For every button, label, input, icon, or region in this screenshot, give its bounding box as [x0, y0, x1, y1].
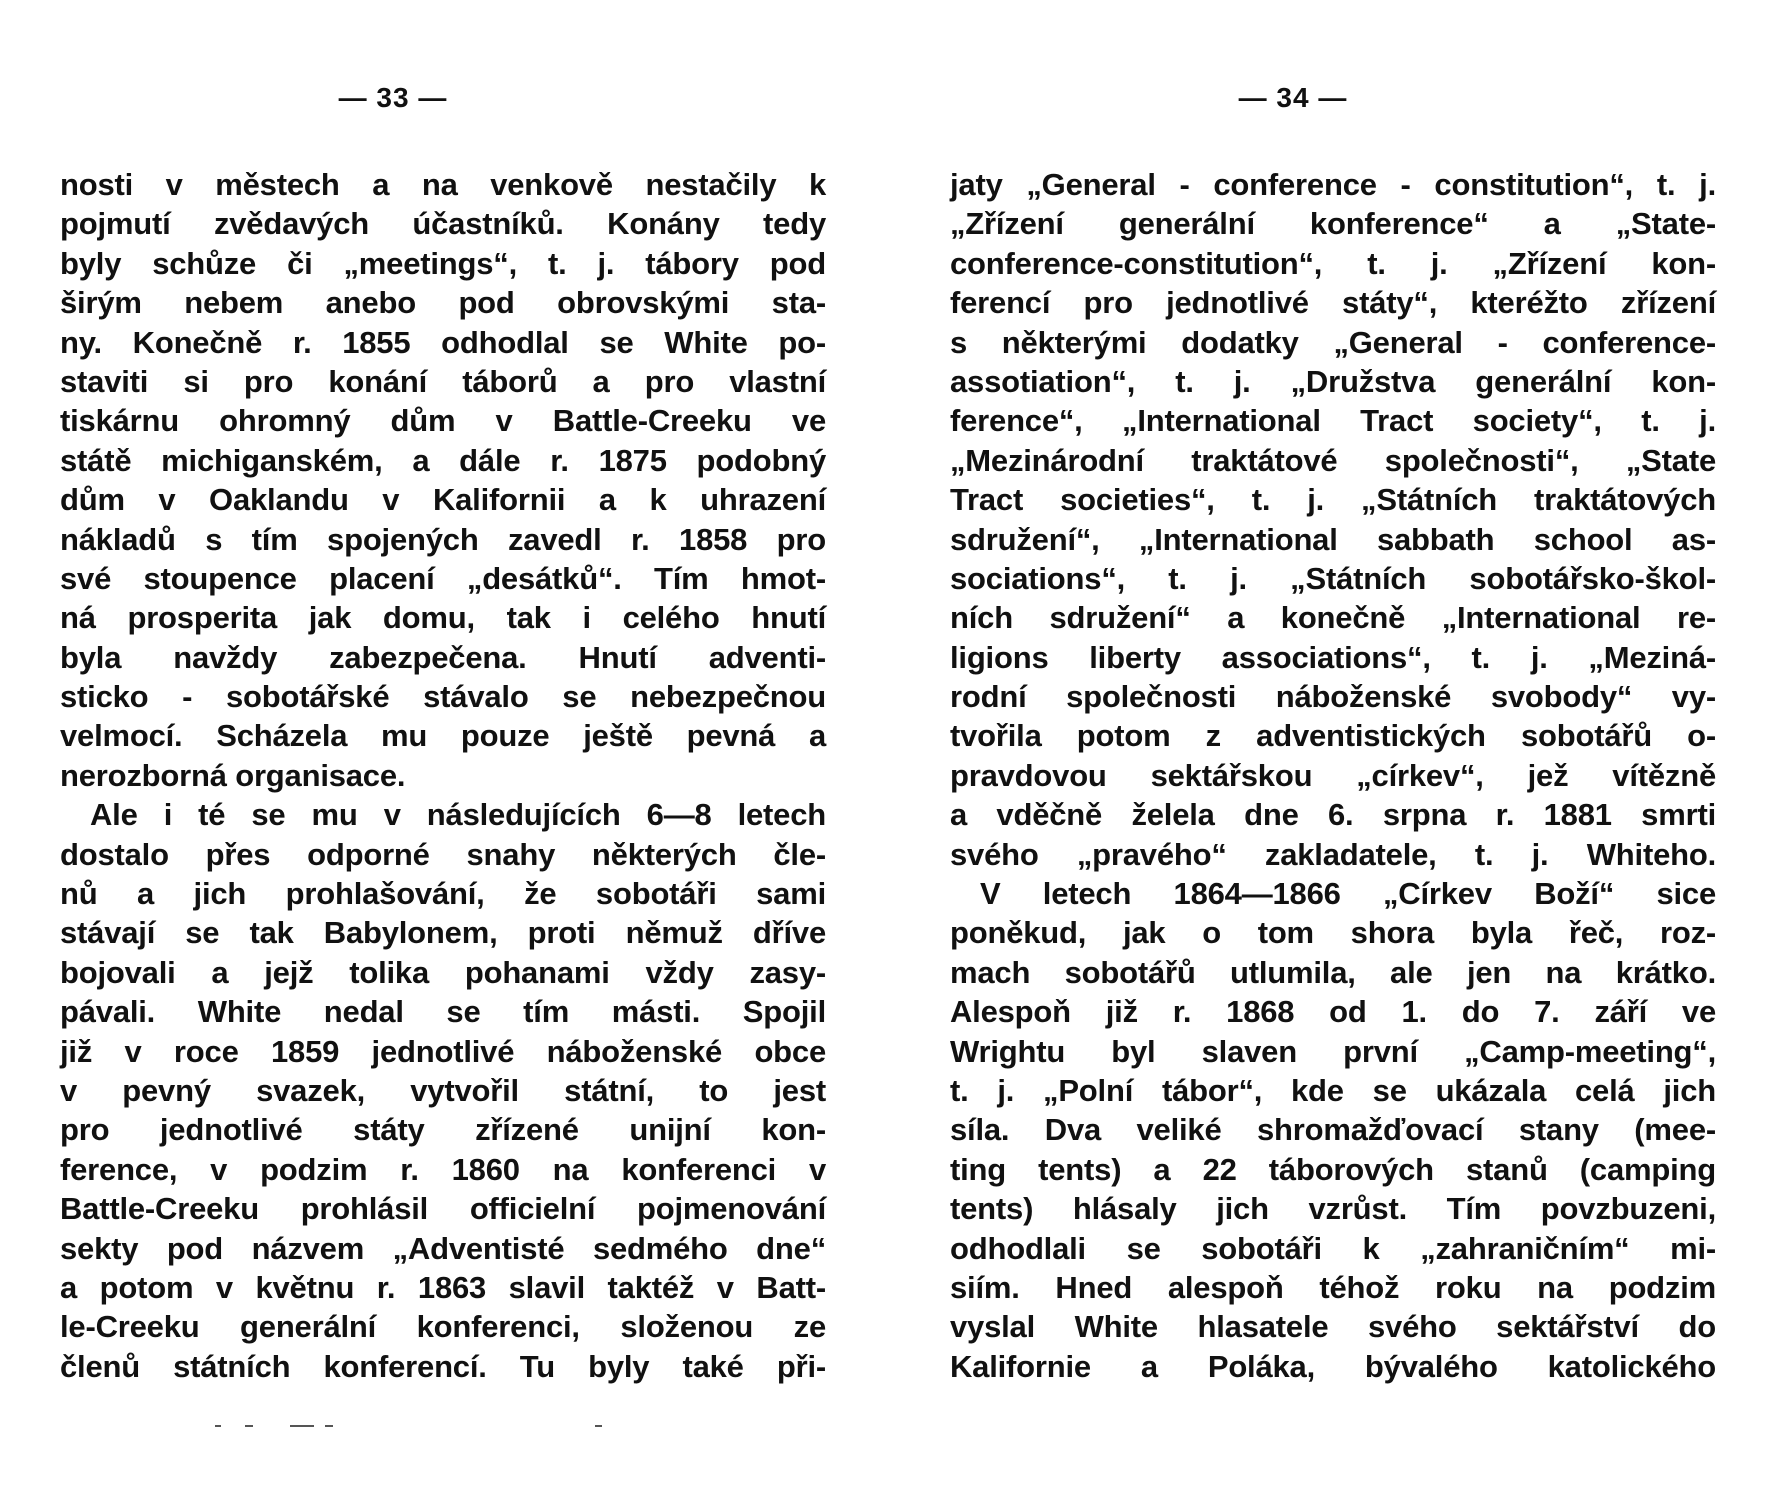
text-line: assotiation“, t. j. „Družstva generální kon- — [950, 363, 1716, 399]
text-line: nů a jich prohlašování, že sobotáři sami — [60, 876, 826, 912]
text-line: poněkud, jak o tom shora byla řeč, roz- — [950, 915, 1716, 951]
text-line: tents) hlásaly jich vzrůst. Tím povzbuzeni, — [950, 1191, 1716, 1227]
text-line: „Mezinárodní traktátové společnosti“, „State — [950, 442, 1716, 478]
text-line: ference“, „International Tract society“, t. j. — [950, 403, 1716, 439]
text-line: Tract societies“, t. j. „Státních traktátových — [950, 482, 1716, 518]
text-line: pávali. White nedal se tím másti. Spojil — [60, 994, 826, 1030]
text-line: sociations“, t. j. „Státních sobotářsko-škol- — [950, 560, 1716, 596]
text-line: dům v Oaklandu v Kalifornii a k uhrazení — [60, 482, 826, 518]
page-text — [950, 165, 1716, 1386]
text-line: své stoupence placení „desátků“. Tím hmot- — [60, 560, 826, 596]
text-line: ference, v podzim r. 1860 na konferenci v — [60, 1151, 826, 1187]
right-page — [950, 0, 1716, 1500]
text-line: sekty pod názvem „Adventisté sedmého dne“ — [60, 1230, 826, 1266]
text-line: ferencí pro jednotlivé státy“, kteréžto zřízení — [950, 285, 1716, 321]
text-line: Kalifornie a Poláka, bývalého katolického — [950, 1348, 1716, 1384]
text-line: členů státních konferencí. Tu byly také při- — [60, 1348, 826, 1384]
page-number: — 33 — — [338, 82, 448, 113]
text-line: jaty „General - conference - constitution“, t. j. — [950, 167, 1716, 202]
text-line: Battle-Creeku prohlásil officielní pojmenování — [60, 1191, 826, 1227]
text-line: svého „pravého“ zakladatele, t. j. Whiteho. — [950, 836, 1716, 872]
text-line: nerozborná organisace. — [60, 757, 406, 793]
text-line: bojovali a jejž tolika pohanami vždy zasy- — [60, 954, 826, 990]
text-line: conference-constitution“, t. j. „Zřízení kon- — [950, 245, 1716, 281]
text-line: Ale i té se mu v následujících 6—8 letech — [90, 797, 826, 833]
text-line: ná prosperita jak domu, tak i celého hnutí — [60, 600, 826, 636]
text-line: a potom v květnu r. 1863 slavil taktéž v Batt- — [60, 1269, 826, 1305]
text-line: pravdovou sektářskou „církev“, jež vítězně — [950, 757, 1716, 793]
text-line: ny. Konečně r. 1855 odhodlal se White po- — [60, 324, 826, 360]
text-line: mach sobotářů utlumila, ale jen na krátko. — [950, 954, 1716, 990]
text-line: byla navždy zabezpečena. Hnutí adventi- — [60, 639, 826, 675]
text-line: v pevný svazek, vytvořil státní, to jest — [60, 1072, 826, 1108]
text-line: ních sdružení“ a konečně „International re- — [950, 600, 1716, 636]
text-line: a vděčně želela dne 6. srpna r. 1881 smrti — [950, 797, 1716, 833]
text-line: nosti v městech a na venkově nestačily k — [60, 167, 826, 202]
text-line: „Zřízení generální konference“ a „State- — [950, 206, 1716, 242]
text-line: t. j. „Polní tábor“, kde se ukázala celá jich — [950, 1072, 1716, 1108]
text-line: siím. Hned alespoň téhož roku na podzim — [950, 1269, 1716, 1305]
text-line: staviti si pro konání táborů a pro vlastní — [60, 363, 826, 399]
page-text — [60, 165, 826, 1386]
text-line: rodní společnosti náboženské svobody“ vy- — [950, 679, 1716, 715]
text-line: pojmutí zvědavých účastníků. Konány tedy — [60, 206, 826, 242]
text-line: síla. Dva veliké shromažďovací stany (mee- — [950, 1112, 1716, 1148]
text-line: Alespoň již r. 1868 od 1. do 7. září ve — [950, 994, 1716, 1030]
text-line: nákladů s tím spojených zavedl r. 1858 pro — [60, 521, 826, 557]
text-line: velmocí. Scházela mu pouze ještě pevná a — [60, 718, 826, 754]
text-line: Wrightu byl slaven první „Camp-meeting“, — [950, 1033, 1716, 1069]
text-line: širým nebem anebo pod obrovskými sta- — [60, 285, 826, 321]
text-line: sdružení“, „International sabbath school as- — [950, 521, 1716, 557]
text-line: již v roce 1859 jednotlivé náboženské obce — [60, 1033, 826, 1069]
text-line: pro jednotlivé státy zřízené unijní kon- — [60, 1112, 826, 1148]
text-line: le-Creeku generální konferenci, složenou ze — [60, 1309, 826, 1345]
text-line: s některými dodatky „General - conference- — [950, 324, 1716, 360]
scan-artifact — [215, 1425, 615, 1431]
text-line: ligions liberty associations“, t. j. „Meziná- — [950, 639, 1716, 675]
text-line: byly schůze či „meetings“, t. j. tábory pod — [60, 245, 826, 281]
text-line: sticko - sobotářské stávalo se nebezpečnou — [60, 679, 826, 715]
text-line: tvořila potom z adventistických sobotářů o- — [950, 718, 1716, 754]
text-line: stávají se tak Babylonem, proti němuž dříve — [60, 915, 826, 951]
left-page — [60, 0, 826, 1500]
text-line: tiskárnu ohromný dům v Battle-Creeku ve — [60, 403, 826, 439]
page-number: — 34 — — [1238, 82, 1348, 113]
text-line: státě michiganském, a dále r. 1875 podobný — [60, 442, 826, 478]
text-line: vyslal White hlasatele svého sektářství do — [950, 1309, 1716, 1345]
text-line: dostalo přes odporné snahy některých čle- — [60, 836, 826, 872]
text-line: ting tents) a 22 táborových stanů (camping — [950, 1151, 1716, 1187]
text-line: V letech 1864—1866 „Církev Boží“ sice — [980, 876, 1716, 912]
text-line: odhodlali se sobotáři k „zahraničním“ mi- — [950, 1230, 1716, 1266]
